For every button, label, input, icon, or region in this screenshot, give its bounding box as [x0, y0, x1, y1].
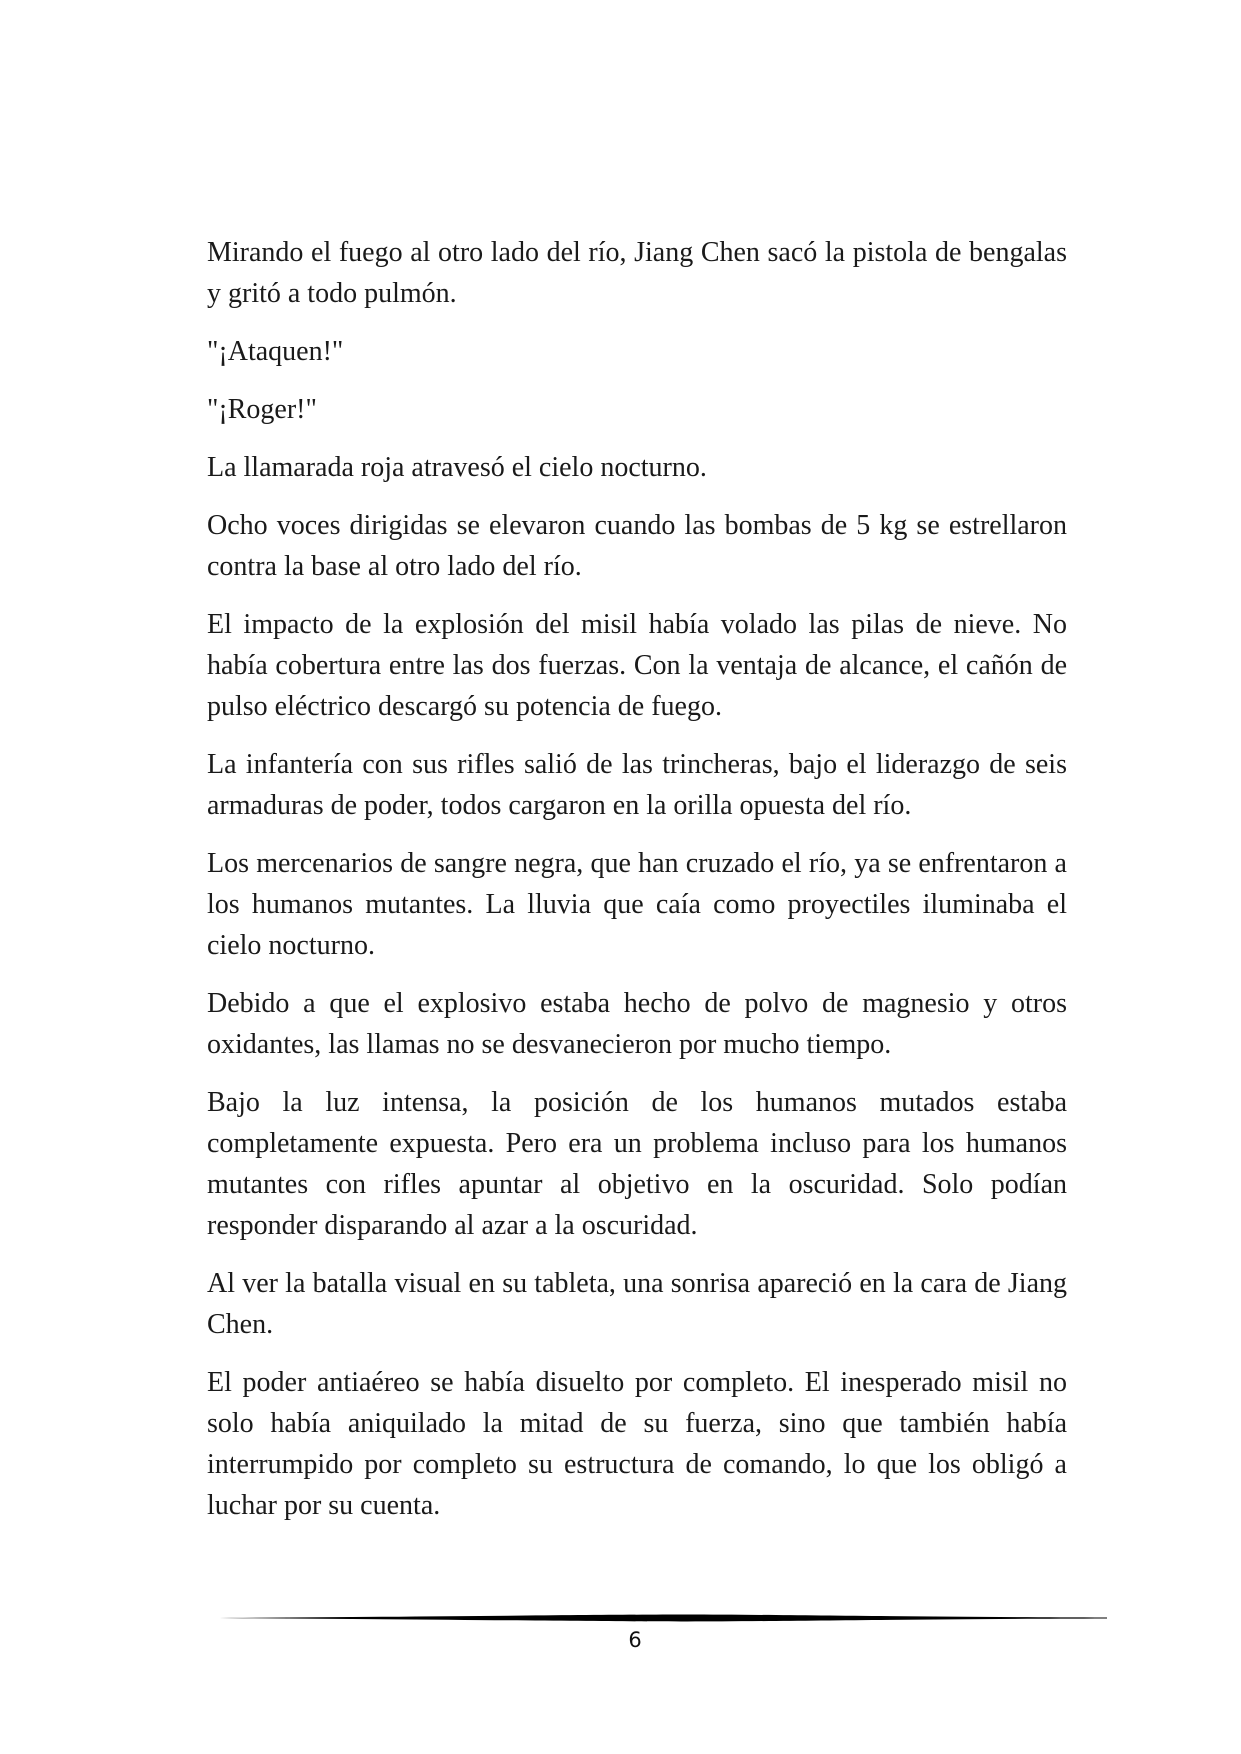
paragraph: Bajo la luz intensa, la posición de los humanos mutados estaba completamente expuesta. Pero era un problema incluso para los humanos mutantes con rifles apuntar al objetivo en la oscuridad. Solo podían responder disparando al azar a la oscuridad. — [207, 1087, 1067, 1241]
body-text — [207, 232, 1067, 1543]
paragraph: Al ver la batalla visual en su tableta, una sonrisa apareció en la cara de Jiang Chen. — [207, 1268, 1067, 1340]
paragraph: Ocho voces dirigidas se elevaron cuando las bombas de 5 kg se estrellaron contra la base al otro lado del río. — [207, 510, 1067, 582]
paragraph: "¡Ataquen!" — [207, 336, 344, 367]
paragraph: Debido a que el explosivo estaba hecho de polvo de magnesio y otros oxidantes, las llamas no se desvanecieron por mucho tiempo. — [207, 988, 1067, 1060]
paragraph: La infantería con sus rifles salió de las trincheras, bajo el liderazgo de seis armaduras de poder, todos cargaron en la orilla opuesta del río. — [207, 749, 1067, 821]
paragraph: El impacto de la explosión del misil había volado las pilas de nieve. No había cobertura entre las dos fuerzas. Con la ventaja de alcance, el cañón de pulso eléctrico descargó su potencia de fuego. — [207, 609, 1067, 722]
footer-divider — [207, 1612, 1107, 1624]
paragraph: La llamarada roja atravesó el cielo nocturno. — [207, 452, 707, 483]
page-number: 6 — [628, 1628, 642, 1652]
paragraph: Mirando el fuego al otro lado del río, Jiang Chen sacó la pistola de bengalas y gritó a todo pulmón. — [207, 237, 1067, 309]
paragraph: Los mercenarios de sangre negra, que han cruzado el río, ya se enfrentaron a los humanos mutantes. La lluvia que caía como proyectiles iluminaba el cielo nocturno. — [207, 848, 1067, 961]
paragraph: El poder antiaéreo se había disuelto por completo. El inesperado misil no solo había aniquilado la mitad de su fuerza, sino que también había interrumpido por completo su estructura de comando, lo que los obligó a luchar por su cuenta. — [207, 1367, 1067, 1521]
paragraph: "¡Roger!" — [207, 394, 317, 425]
